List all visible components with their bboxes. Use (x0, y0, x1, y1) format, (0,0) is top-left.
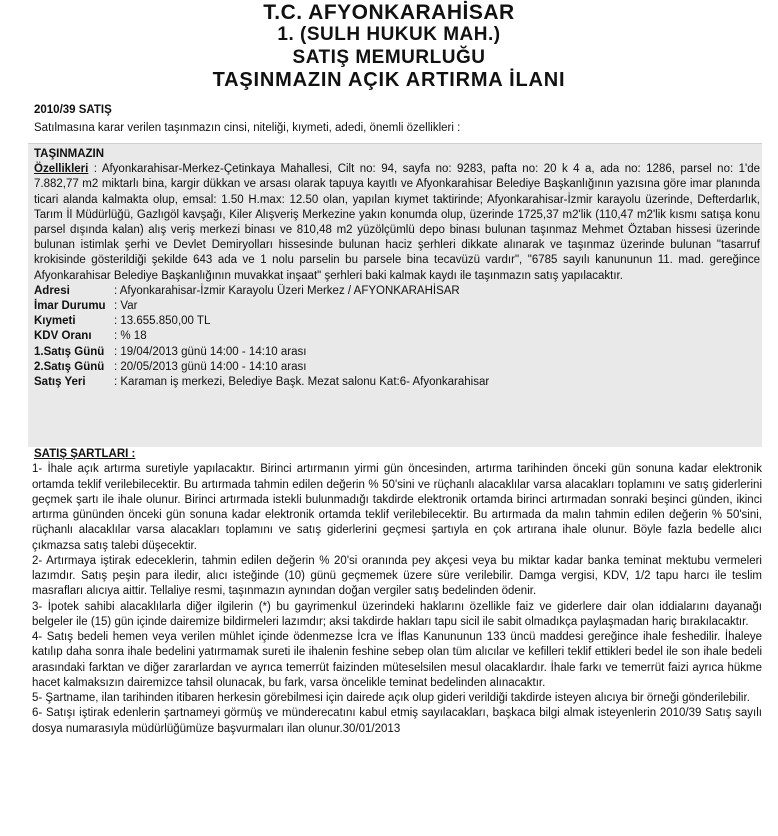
detail-label: Adresi (34, 284, 70, 297)
condition-paragraph: 2- Artırmaya iştirak edeceklerin, tahmin edilen değerin % 20'si oranında pey akçesi veya bu miktar kadar banka teminat mektubu vermeleri lazımdır. Satış peşin para iledir, alıcı isteğinde (10) günü geçmemek üzere süre verilebilir. Damga vergisi, KDV, 1/2 tapu harcı ile teslim masrafları alıcıya aittir. Tellaliye resmi, taşınmazın aynından doğan vergiler satış bedelinden ödenir. (32, 554, 762, 598)
detail-label: 2.Satış Günü (34, 360, 105, 373)
detail-value: : 19/04/2013 günü 14:00 - 14:10 arası (114, 345, 307, 358)
office-title: SATIŞ MEMURLUĞU (292, 47, 486, 68)
detail-value: : Afyonkarahisar-İzmir Karayolu Üzeri Merkez / AFYONKARAHİSAR (114, 284, 460, 297)
detail-row-second-sale (34, 360, 760, 375)
detail-row-vat (34, 329, 760, 344)
property-features (34, 162, 760, 284)
notice-title: TAŞINMAZIN AÇIK ARTIRMA İLANI (212, 69, 566, 91)
detail-row-zoning (34, 299, 760, 314)
detail-label: KDV Oranı (34, 330, 92, 343)
detail-row-sale-place (34, 375, 760, 390)
condition-paragraph: 6- Satışı iştirak edenlerin şartnameyi görmüş ve münderecatını kabul etmiş sayılacakları, başkaca bilgi almak isteyenlerin 2010/39 Satış sayılı dosya numarasıyla müdürlüğümüze başvurmaları ilan olunur.30/01/2013 (32, 707, 762, 735)
detail-label: 1.Satış Günü (34, 345, 105, 358)
intro-text: Satılmasına karar verilen taşınmazın cinsi, niteliği, kıymeti, adedi, önemli özellikleri : (34, 122, 461, 134)
detail-value: : 20/05/2013 günü 14:00 - 14:10 arası (114, 360, 307, 373)
notice-header (0, 0, 778, 91)
features-text: : Afyonkarahisar-Merkez-Çetinkaya Mahallesi, Cilt no: 94, sayfa no: 9283, pafta no: 20 k 4 a, ada no: 1286, parsel no: 1'de 7.882,77 m2 miktarlı bina, kargir dükkan ve arsası olarak tapuya kayıtlı ve Afyonkarahisar Belediye Başkanlığının yazısına göre imar planında ticari alanda kalmakta olup, emsal: 1.50 H.max: 12.50 olan, yapılan kıymet taktirinde; Afyonkarahisar-İzmir karayolu üzerinde, Defterdarlık, Tarım İl Müdürlüğü, Gazlıgöl kavşağı, Kiler Alışveriş Merkezine yakın konumda olup, üzerinde 1725,37 m2'lik (110,47 m2'lik kısmı satışa konu parsel dışında kalan) alış veriş merkezi binası ve 810,48 m2 yüzölçümlü depo binası bulunan taşınmaz Mehmet Öztaban hissesi üzerinde bulunan istimlak şerhi ve Devlet Demiryolları hissesinde bulunan haciz şerhleri dikkate alınarak ve taşınmaz üzerinde bulunan "tasarruf krokisinde gösterildiği şekilde 643 ada ve 1 nolu parselin bu parsele bina tecavüzü vardır", "6785 sayılı kanununun 11. mad. gereğince Afyonkarahisar Belediye Başkanlığının muvakkat inşaat" şerhleri baki kalmak kaydı ile taşınmazın satış yapılacaktır. (34, 163, 760, 282)
conditions-title: SATIŞ ŞARTLARI : (34, 448, 136, 460)
detail-value: : 13.655.850,00 TL (114, 315, 211, 328)
detail-label: İmar Durumu (34, 300, 106, 313)
detail-row-address (34, 284, 760, 299)
condition-paragraph: 4- Satış bedeli hemen veya verilen mühlet içinde ödenmezse İcra ve İflas Kanununun 133 üncü maddesi gereğince ihale feshedilir. İhaleye katılıp daha sonra ihale bedelini yatırmamak sureti ile ihalenin feshine sebep olan tüm alıcılar ve kefilleri teklif ettikleri bedel ile son ihale bedeli arasındaki farktan ve diğer zararlardan ve ayrıca temerrüt faizinden müteselsilen mesul olacaklardır. İhale farkı ve temerrüt faizi ayrıca hükme hacet kalmaksızın dairemizce tahsil olunacak, bu fark, varsa öncelikle teminat bedelinden alınacaktır. (32, 631, 762, 689)
features-label: Özellikleri (34, 163, 89, 176)
institution-title: T.C. AFYONKARAHİSAR (263, 1, 515, 24)
condition-paragraph: 3- İpotek sahibi alacaklılarla diğer ilgilerin (*) bu gayrimenkul üzerindeki haklarını özellikle faiz ve giderlere dair olan iddialarını dayanağı belgeler ile (15) gün içinde dairemize bildirmeleri lazımdır; aksi takdirde hakları tapu sicil ile sabit olmadıkça paylaşmadan hariç bırakılacaktır. (32, 600, 762, 628)
condition-paragraph: 1- İhale açık artırma suretiyle yapılacaktır. Birinci artırmanın yirmi gün öncesinden, artırma tarihinden önceki gün sonuna kadar elektronik ortamda teklif verilebilecektir. Bu artırmada tahmin edilen değerin % 50'sini ve rüçhanlı alacaklılar varsa alacakları toplamını ve satış giderlerini geçmek şartı ile ihale olunur. Birinci artırmada istekli bulunmadığı takdirde elektronik ortamda birinci artırmadan sonraki beşinci günden, ikinci artırma gününden önceki gün sonuna kadar elektronik ortamda teklif verilebilecektir. Bu artırmada da malın tahmin edilen değerin % 50'sini, rüçhanlı alacaklılar varsa alacakları toplamını ve satış giderlerini geçmesi şartıyla en çok artırana ihale olunur. Böyle fazla bedelle alıcı çıkmazsa satış talebi düşecektir. (32, 463, 762, 552)
detail-row-first-sale (34, 345, 760, 360)
detail-label: Satış Yeri (34, 376, 86, 389)
detail-row-value (34, 314, 760, 329)
detail-value: : Var (114, 300, 138, 313)
condition-paragraph: 5- Şartname, ilan tarihinden itibaren herkesin görebilmesi için dairede açık olup gideri verildiği takdirde isteyen alıcıya bir örneği gönderilebilir. (32, 692, 750, 704)
property-box (28, 143, 762, 447)
detail-label: Kıymeti (34, 315, 76, 328)
detail-value: : % 18 (114, 330, 147, 343)
court-title: 1. (SULH HUKUK MAH.) (277, 24, 501, 45)
property-section-title: TAŞINMAZIN (34, 148, 105, 160)
detail-value: : Karaman iş merkezi, Belediye Başk. Mezat salonu Kat:6- Afyonkarahisar (114, 376, 490, 389)
sale-conditions (28, 447, 762, 737)
case-number: 2010/39 SATIŞ (34, 104, 112, 116)
